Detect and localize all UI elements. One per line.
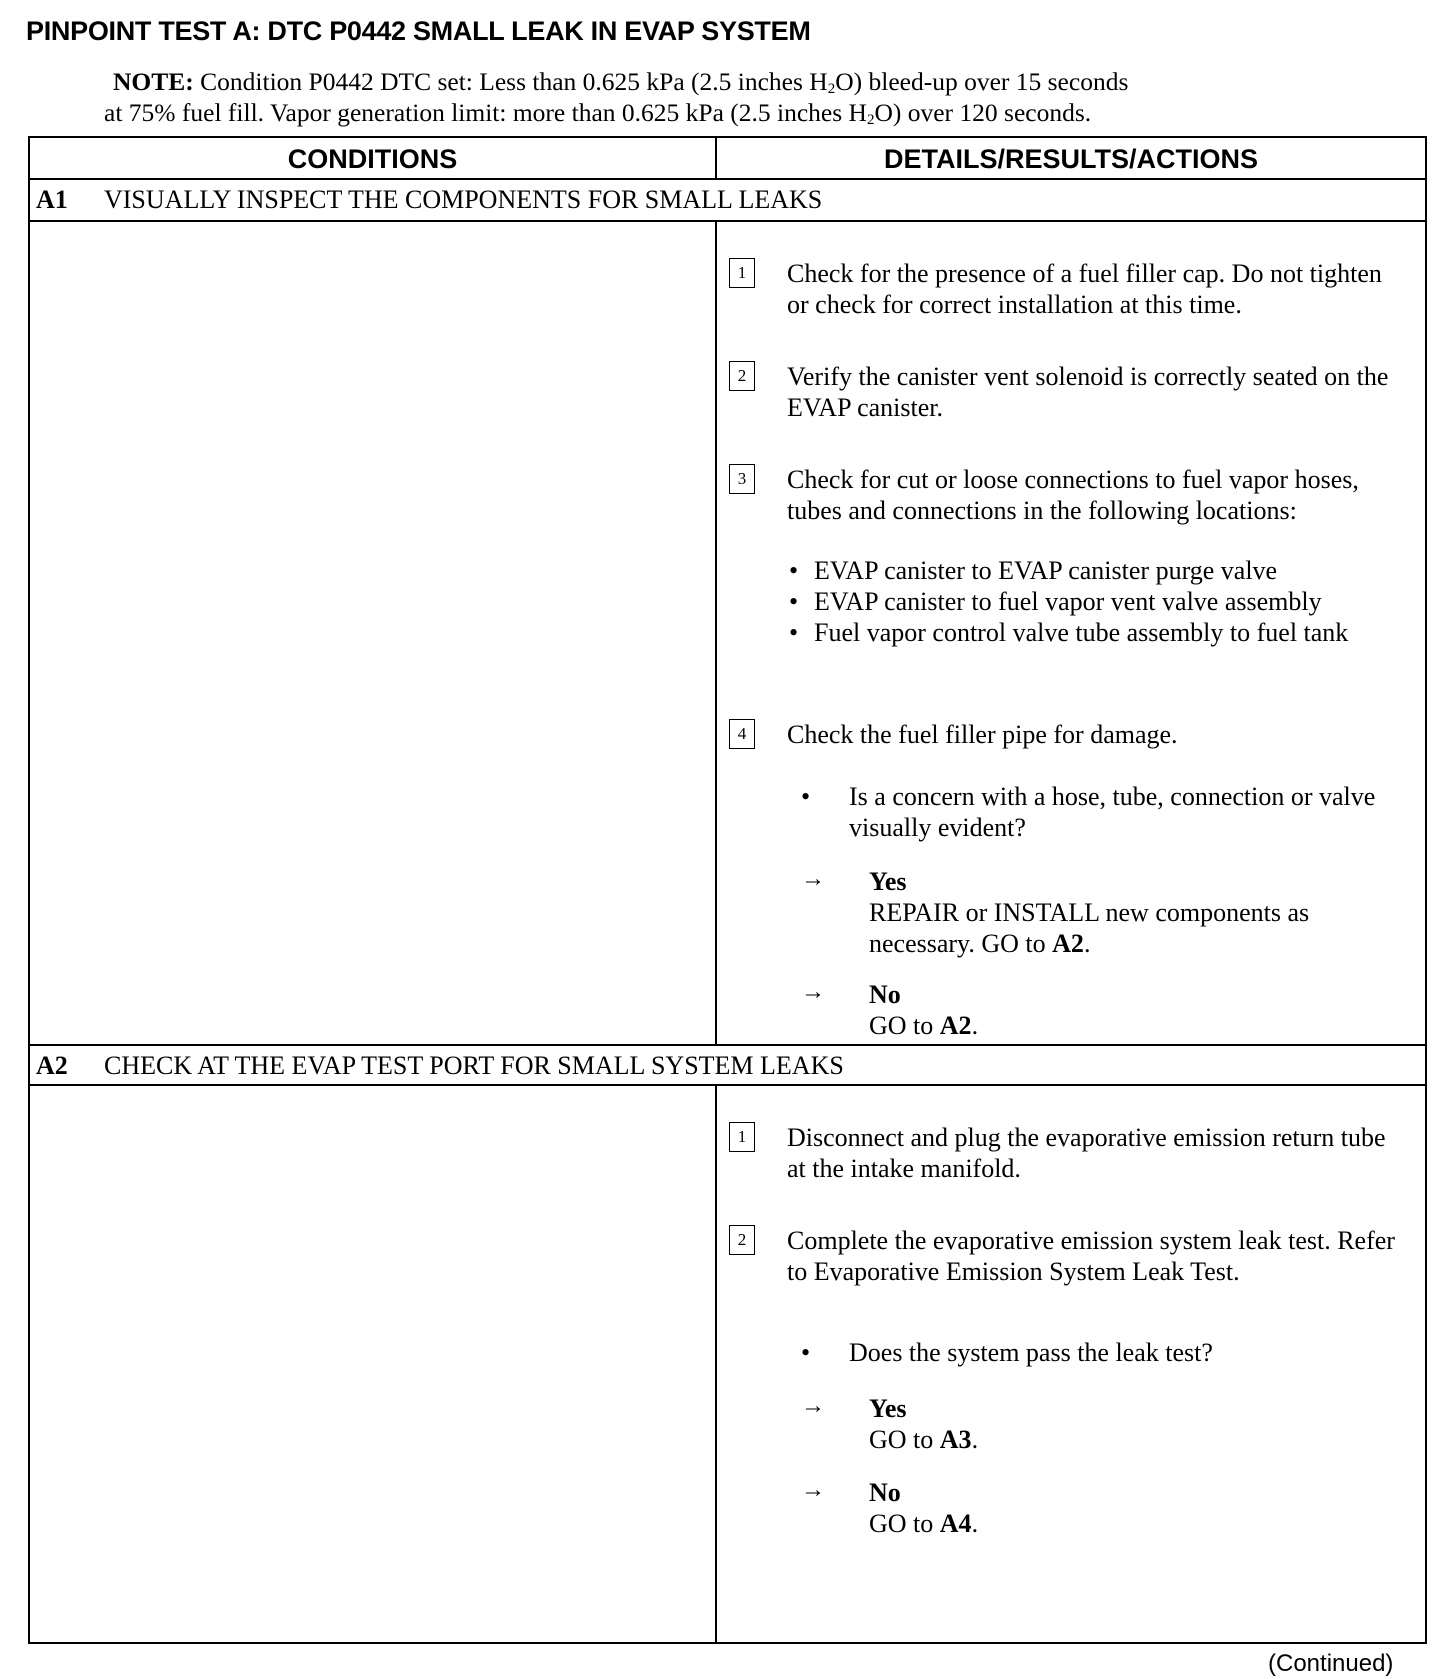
list-item: • EVAP canister to EVAP canister purge valve bbox=[789, 555, 1409, 586]
goto-reference: A2 bbox=[939, 1011, 972, 1040]
note-label: NOTE: bbox=[113, 67, 194, 96]
step-number-box: 1 bbox=[729, 258, 755, 288]
punctuation: . bbox=[971, 1509, 979, 1538]
location-list bbox=[789, 555, 1409, 648]
outcome-action bbox=[869, 1508, 1409, 1539]
outcome-text bbox=[869, 1393, 1409, 1455]
note-text: O) bleed-up over 15 seconds bbox=[835, 67, 1129, 96]
column-divider bbox=[715, 1086, 717, 1644]
action-text: Verify the canister vent solenoid is correctly seated on the EVAP canister. bbox=[787, 362, 1389, 422]
column-divider bbox=[715, 222, 717, 1044]
step-details-a1 bbox=[729, 222, 1419, 1044]
note-text: O) over 120 seconds. bbox=[874, 98, 1092, 127]
action-text: Check the fuel filler pipe for damage. bbox=[787, 720, 1178, 749]
page-title: PINPOINT TEST A: DTC P0442 SMALL LEAK IN EVAP SYSTEM bbox=[26, 16, 811, 46]
outcome-text bbox=[869, 979, 1409, 1041]
note-text: Condition P0442 DTC set: Less than 0.625 kPa (2.5 inches H bbox=[193, 67, 828, 96]
question-text: Does the system pass the leak test? bbox=[849, 1338, 1213, 1367]
bullet-icon: • bbox=[801, 1338, 811, 1367]
action-text: REPAIR or INSTALL new components as necessary. GO to bbox=[869, 898, 1310, 958]
step-number-box: 2 bbox=[729, 1225, 755, 1255]
list-item: • Fuel vapor control valve tube assembly to fuel tank bbox=[789, 617, 1409, 648]
goto-reference: A2 bbox=[1052, 929, 1084, 958]
question-text: Is a concern with a hose, tube, connection or valve visually evident? bbox=[849, 782, 1376, 842]
note-text: at 75% fuel fill. Vapor generation limit: more than 0.625 kPa (2.5 inches H bbox=[104, 98, 867, 127]
note-line-1 bbox=[113, 66, 1128, 97]
action-text: GO to bbox=[869, 1011, 940, 1040]
outcome-label: Yes bbox=[869, 867, 907, 896]
punctuation: . bbox=[971, 1011, 979, 1040]
step-number-box: 1 bbox=[729, 1122, 755, 1152]
action-text: GO to bbox=[869, 1509, 940, 1538]
outcome-action bbox=[869, 897, 1409, 959]
outcome-label: No bbox=[869, 980, 901, 1009]
action-text: Disconnect and plug the evaporative emission return tube at the intake manifold. bbox=[787, 1123, 1386, 1183]
note bbox=[104, 66, 1129, 128]
continued-label: (Continued) bbox=[1268, 1650, 1394, 1677]
list-item: • EVAP canister to fuel vapor vent valve assembly bbox=[789, 586, 1409, 617]
punctuation: . bbox=[971, 1425, 979, 1454]
step-details-a2 bbox=[729, 1086, 1419, 1644]
column-divider bbox=[715, 138, 717, 178]
step-header-a2 bbox=[30, 1046, 1425, 1086]
arrow-right-icon: → bbox=[801, 1477, 825, 1503]
action-text: GO to bbox=[869, 1425, 940, 1454]
note-subscript: 2 bbox=[827, 81, 836, 97]
note-subscript: 2 bbox=[866, 112, 875, 128]
arrow-right-icon: → bbox=[801, 1393, 825, 1419]
outcome-text bbox=[869, 1477, 1409, 1539]
outcome-label: Yes bbox=[869, 1394, 907, 1423]
outcome-action bbox=[869, 1424, 1409, 1455]
arrow-right-icon: → bbox=[801, 866, 825, 892]
action-text: Check for the presence of a fuel filler cap. Do not tighten or check for correct installation at this time. bbox=[787, 259, 1382, 319]
step-number-box: 4 bbox=[729, 719, 755, 749]
step-id: A2 bbox=[36, 1051, 68, 1080]
step-title: CHECK AT THE EVAP TEST PORT FOR SMALL SYSTEM LEAKS bbox=[104, 1051, 844, 1080]
goto-reference: A3 bbox=[939, 1425, 972, 1454]
column-header-details: DETAILS/RESULTS/ACTIONS bbox=[883, 144, 1258, 174]
pinpoint-test-table bbox=[28, 136, 1427, 1644]
outcome-label: No bbox=[869, 1478, 901, 1507]
note-line-2 bbox=[104, 97, 1128, 128]
step-number-box: 3 bbox=[729, 464, 755, 494]
action-text: Check for cut or loose connections to fuel vapor hoses, tubes and connections in the following locations: bbox=[787, 465, 1359, 525]
bullet-icon: • bbox=[801, 782, 811, 811]
step-id: A1 bbox=[36, 185, 68, 214]
step-number-box: 2 bbox=[729, 361, 755, 391]
goto-reference: A4 bbox=[939, 1509, 972, 1538]
arrow-right-icon: → bbox=[801, 979, 825, 1005]
outcome-action bbox=[869, 1010, 1409, 1041]
punctuation: . bbox=[1083, 929, 1091, 958]
outcome-text bbox=[869, 866, 1409, 959]
step-title: VISUALLY INSPECT THE COMPONENTS FOR SMALL LEAKS bbox=[104, 185, 823, 214]
column-header-conditions: CONDITIONS bbox=[287, 144, 458, 174]
action-text: Complete the evaporative emission system leak test. Refer to Evaporative Emission System Leak Test. bbox=[787, 1226, 1395, 1286]
step-header-a1 bbox=[30, 180, 1425, 220]
